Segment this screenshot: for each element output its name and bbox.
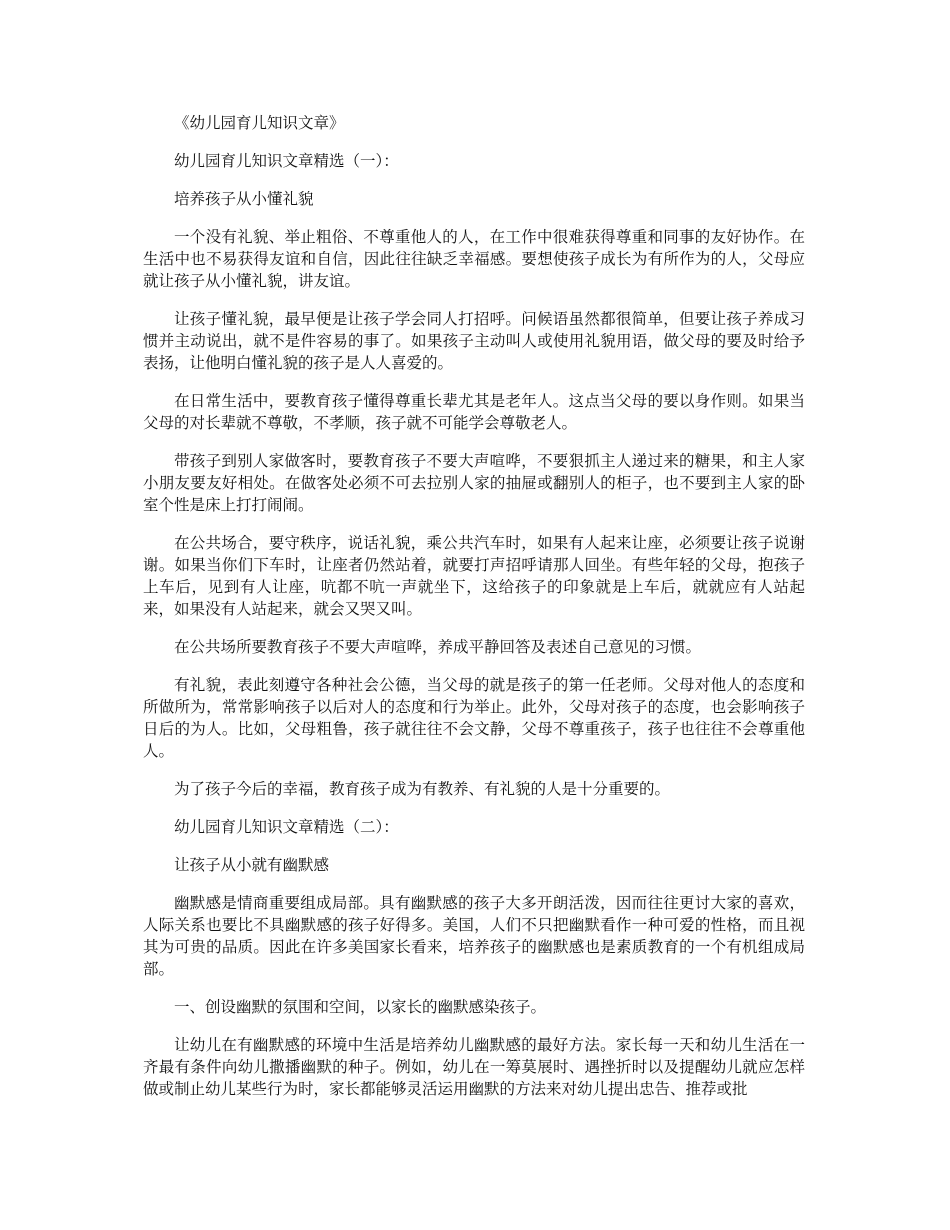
paragraph-4: 带孩子到别人家做客时，要教育孩子不要大声喧哗，不要狠抓主人递过来的糖果，和主人家小朋友要友好相处。在做客处必须不可去拉别人家的抽屉或翻别人的柜子，也不要到主人家的卧室个性是床上打打闹闹。 <box>143 452 805 514</box>
paragraph-9: 幽默感是情商重要组成局部。具有幽默感的孩子大多开朗活泼，因而往往更讨大家的喜欢，人际关系也要比不具幽默感的孩子好得多。美国，人们不只把幽默看作一种可爱的性格，而且视其为可贵的品质。因此在许多美国家长看来，培养孩子的幽默感也是素质教育的一个有机组成局部。 <box>143 894 805 978</box>
paragraph-10: 一、创设幽默的氛围和空间，以家长的幽默感染孩子。 <box>174 998 547 1016</box>
section2-subtitle: 让孩子从小就有幽默感 <box>174 856 330 874</box>
section2-heading: 幼儿园育儿知识文章精选（二）： <box>174 818 399 836</box>
section1-heading: 幼儿园育儿知识文章精选（一）： <box>174 152 399 170</box>
paragraph-2: 让孩子懂礼貌，最早便是让孩子学会同人打招呼。问候语虽然都很简单，但要让孩子养成习惯并主动说出，就不是件容易的事了。如果孩子主动叫人或使用礼貌用语，做父母的要及时给予表扬，让他明白懂礼貌的孩子是人人喜爱的。 <box>143 310 805 372</box>
paragraph-6: 在公共场所要教育孩子不要大声喧哗，养成平静回答及表述自己意见的习惯。 <box>174 638 702 656</box>
paragraph-8: 为了孩子今后的幸福，教育孩子成为有教养、有礼貌的人是十分重要的。 <box>174 780 671 798</box>
paragraph-5: 在公共场合，要守秩序，说话礼貌，乘公共汽车时，如果有人起来让座，必须要让孩子说谢谢。如果当你们下车时，让座者仍然站着，就要打声招呼请那人回坐。有些年轻的父母，抱孩子上车后，见到有人让座，吭都不吭一声就坐下，这给孩子的印象就是上车后，就就应有人站起来，如果没有人站起来，就会又哭又叫。 <box>143 534 805 618</box>
section1-subtitle: 培养孩子从小懂礼貌 <box>174 190 314 208</box>
document-title: 《幼儿园育儿知识文章》 <box>174 114 345 132</box>
document-body <box>143 112 805 1100</box>
paragraph-3: 在日常生活中，要教育孩子懂得尊重长辈尤其是老年人。这点当父母的要以身作则。如果当父母的对长辈就不尊敬，不孝顺，孩子就不可能学会尊敬老人。 <box>143 392 805 432</box>
paragraph-11: 让幼儿在有幽默感的环境中生活是培养幼儿幽默感的最好方法。家长每一天和幼儿生活在一齐最有条件向幼儿撒播幽默的种子。例如，幼儿在一筹莫展时、遇挫折时以及提醒幼儿就应怎样做或制止幼儿某些行为时，家长都能够灵活运用幽默的方法来对幼儿提出忠告、推荐或批 <box>143 1036 805 1098</box>
paragraph-1: 一个没有礼貌、举止粗俗、不尊重他人的人，在工作中很难获得尊重和同事的友好协作。在生活中也不易获得友谊和自信，因此往往缺乏幸福感。要想使孩子成长为有所作为的人，父母应就让孩子从小懂礼貌，讲友谊。 <box>143 228 805 290</box>
paragraph-7: 有礼貌，表此刻遵守各种社会公德，当父母的就是孩子的第一任老师。父母对他人的态度和所做所为，常常影响孩子以后对人的态度和行为举止。此外，父母对孩子的态度，也会影响孩子日后的为人。比如，父母粗鲁，孩子就往往不会文静，父母不尊重孩子，孩子也往往不会尊重他人。 <box>143 676 805 760</box>
